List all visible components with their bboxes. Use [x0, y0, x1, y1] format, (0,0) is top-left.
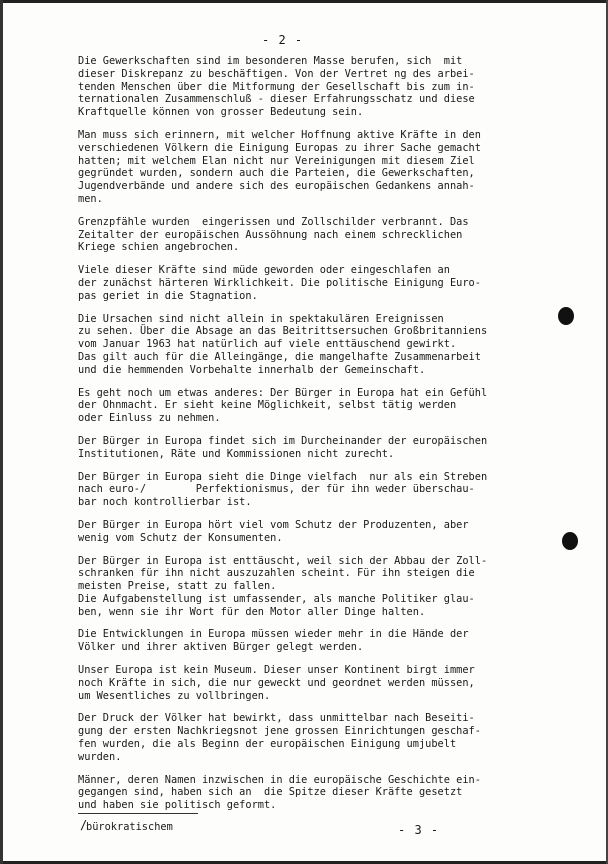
scan-border-left [0, 0, 3, 864]
paragraph: Der Bürger in Europa findet sich im Durcheinander der europäischen Institutionen, Räte und Kommissionen nicht zurecht. [78, 434, 488, 460]
page-number: - 2 - [262, 33, 304, 47]
punch-hole [562, 532, 578, 550]
footnote-mark: / [80, 818, 88, 832]
paragraph: Der Druck der Völker hat bewirkt, dass unmittelbar nach Beseiti- gung der ersten Nachkriegsnot jene grossen Einrichtungen geschaf- fen wurden, die als Beginn der europäischen Einigung umjubelt wurden. [78, 712, 481, 763]
paragraph: Die Gewerkschaften sind im besonderen Masse berufen, sich mit dieser Diskrepanz zu beschäftigen. Von der Vertret ng des arbei- tenden Menschen über die Mitformung der Gesellschaft bis zum in- ternationalen Zusammenschluß - dieser Erfahrungsschatz und diese Kraftquelle können von grosser Bedeutung sein. [78, 55, 475, 119]
paragraph: Viele dieser Kräfte sind müde geworden oder eingeschlafen an der zunächst härteren Wirklichkeit. Die politische Einigung Euro- pas geriet in die Stagnation. [78, 264, 481, 302]
scan-border-top [0, 0, 608, 3]
paragraph: Der Bürger in Europa hört viel vom Schutz der Produzenten, aber wenig vom Schutz der Konsumenten. [78, 518, 469, 544]
paragraph: Man muss sich erinnern, mit welcher Hoffnung aktive Kräfte in den verschiedenen Völkern die Einigung Europas zu ihrer Sache gemacht hatten; mit welchem Elan nicht nur Vereinigungen mit diesem Ziel gegründet wurden, sondern auch die Parteien, die Gewerkschaften, Jugendverbände und andere sich des europäischen Gedankens annah- men. [78, 128, 481, 205]
next-page-number: - 3 - [398, 823, 440, 837]
paragraph: Die Ursachen sind nicht allein in spektakulären Ereignissen zu sehen. Über die Absage an das Beitrittsersuchen Großbritanniens vom Januar 1963 hat natürlich auf viele enttäuschend gewirkt. Das gilt auch für die Alleingänge, die mangelhafte Zusammenarbeit und die hemmenden Vorbehalte innerhalb der Gemeinschaft. [78, 312, 488, 376]
paragraph: Es geht noch um etwas anderes: Der Bürger in Europa hat ein Gefühl der Ohnmacht. Er sieht keine Möglichkeit, selbst tätig werden oder Einluss zu nehmen. [78, 386, 488, 425]
footnote-separator [78, 813, 198, 814]
paragraph: Der Bürger in Europa ist enttäuscht, weil sich der Abbau der Zoll- schranken für ihn nicht auszuzahlen scheint. Für ihn steigen die meisten Preise, statt zu fallen. Die Aufgabenstellung ist umfassender, als manche Politiker glau- ben, wenn sie ihr Wort für den Motor aller Dinge halten. [78, 554, 488, 618]
paragraph: Unser Europa ist kein Museum. Dieser unser Kontinent birgt immer noch Kräfte in sich, die nur geweckt und geordnet werden müssen, um Wesentliches zu vollbringen. [78, 664, 475, 702]
punch-hole [558, 307, 574, 325]
paragraph: Die Entwicklungen in Europa müssen wieder mehr in die Hände der Völker und ihrer aktiven Bürger gelegt werden. [78, 628, 469, 654]
body-text [78, 55, 588, 822]
paragraph: Der Bürger in Europa sieht die Dinge vielfach nur als ein Streben nach euro-/ Perfektionismus, der für ihn weder überschau- bar noch kontrollierbar ist. [78, 470, 488, 509]
footnote-text: bürokratischem [86, 821, 173, 833]
paragraph: Grenzpfähle wurden eingerissen und Zollschilder verbrannt. Das Zeitalter der europäischen Aussöhnung nach einem schrecklichen Kriege schien angebrochen. [78, 215, 469, 254]
paragraph: Männer, deren Namen inzwischen in die europäische Geschichte ein- gegangen sind, haben sich an die Spitze dieser Kräfte gesetzt und haben sie politisch geformt. [78, 773, 481, 812]
